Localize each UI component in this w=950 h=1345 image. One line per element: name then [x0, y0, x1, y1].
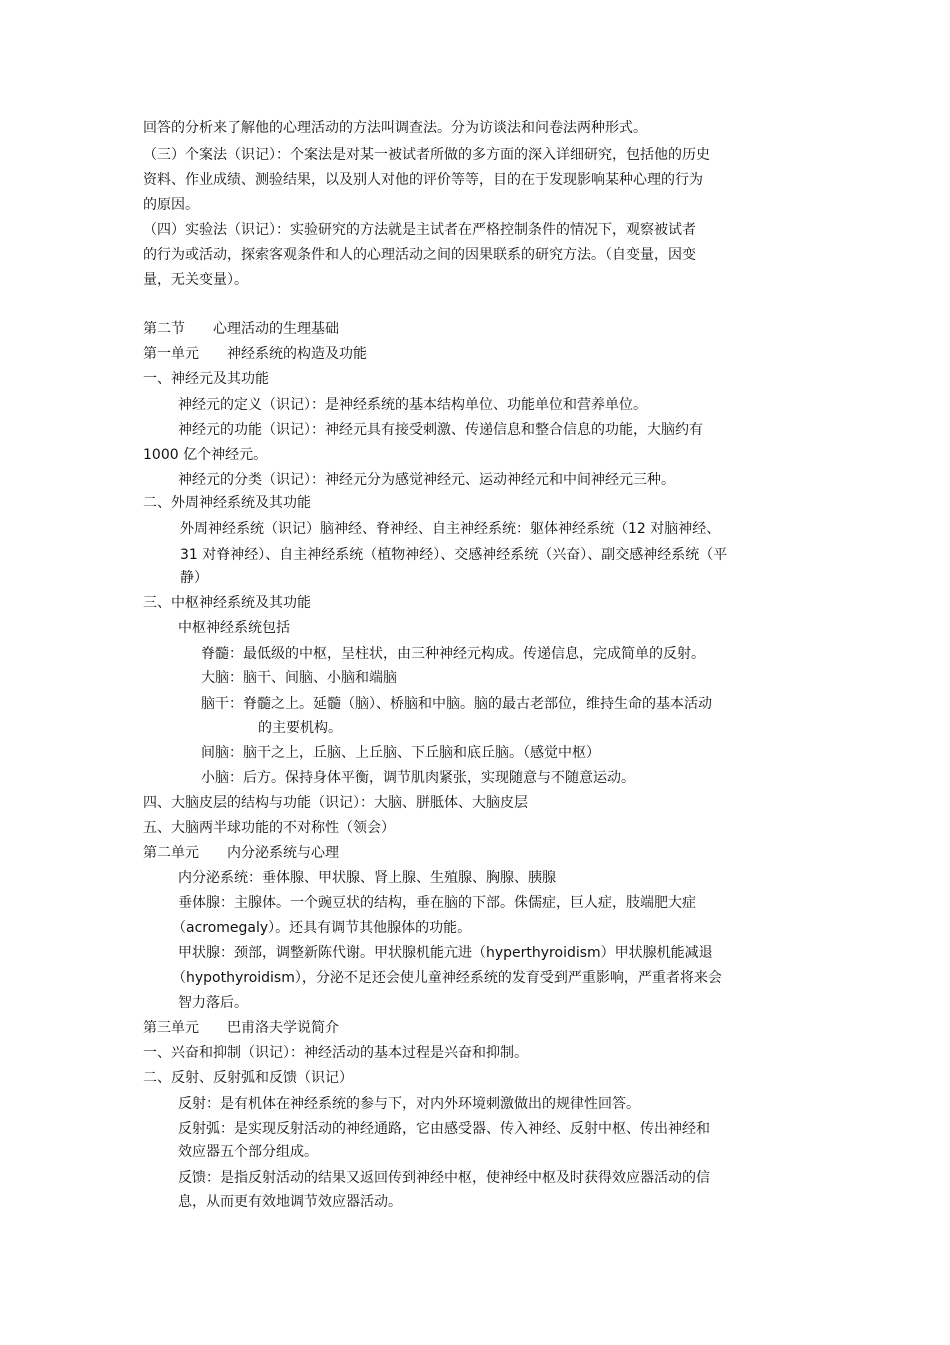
spinal-cord-text: 脊髓：最低级的中枢，呈柱状，由三种神经元构成。传递信息，完成简单的反射。 — [201, 646, 705, 662]
peripheral-line-1: 外周神经系统（识记）脑神经、脊神经、自主神经系统：躯体神经系统（12 对脑神经、 — [180, 521, 721, 537]
case-method-line-1: （三）个案法（识记）：个案法是对某一被试者所做的多方面的深入详细研究，包括他的历史 — [143, 147, 710, 163]
neuron-function-line-2: 1000 亿个神经元。 — [143, 447, 268, 463]
thyroid-line-3: 智力落后。 — [178, 995, 248, 1011]
peripheral-line-3: 静） — [180, 570, 208, 586]
reflex-arc-line-2: 效应器五个部分组成。 — [178, 1144, 318, 1160]
brain-text: 大脑：脑干、间脑、小脑和端脑 — [201, 670, 397, 686]
neuron-function-line-1: 神经元的功能（识记）：神经元具有接受刺激、传递信息和整合信息的功能，大脑约有 — [178, 422, 703, 438]
experiment-method-line-3: 量，无关变量）。 — [143, 272, 248, 288]
section-title: 第二节 心理活动的生理基础 — [143, 321, 339, 337]
reflex-heading: 二、反射、反射弧和反馈（识记） — [143, 1070, 353, 1086]
neuron-heading: 一、神经元及其功能 — [143, 371, 269, 387]
central-intro: 中枢神经系统包括 — [178, 620, 290, 636]
feedback-line-2: 息，从而更有效地调节效应器活动。 — [178, 1194, 402, 1210]
peripheral-line-2: 31 对脊神经）、自主神经系统（植物神经）、交感神经系统（兴奋）、副交感神经系统（平 — [180, 547, 728, 563]
cerebellum-text: 小脑：后方。保持身体平衡，调节肌肉紧张，实现随意与不随意运动。 — [201, 770, 635, 786]
unit-1-title: 第一单元 神经系统的构造及功能 — [143, 346, 367, 362]
pituitary-line-2: （acromegaly）。还具有调节其他腺体的功能。 — [172, 920, 472, 936]
peripheral-heading: 二、外周神经系统及其功能 — [143, 495, 311, 511]
asymmetry-heading: 五、大脑两半球功能的不对称性（领会） — [143, 820, 395, 836]
unit-2-title: 第二单元 内分泌系统与心理 — [143, 845, 339, 861]
neuron-classification: 神经元的分类（识记）：神经元分为感觉神经元、运动神经元和中间神经元三种。 — [178, 472, 675, 488]
brainstem-line-2: 的主要机构。 — [258, 720, 342, 736]
survey-method-text: 回答的分析来了解他的心理活动的方法叫调查法。分为访谈法和问卷法两种形式。 — [143, 120, 647, 136]
endocrine-glands: 内分泌系统：垂体腺、甲状腺、肾上腺、生殖腺、胸腺、胰腺 — [178, 870, 556, 886]
thyroid-line-2: （hypothyroidism），分泌不足还会使儿童神经系统的发育受到严重影响，严重者将来会 — [172, 970, 722, 986]
neuron-definition: 神经元的定义（识记）：是神经系统的基本结构单位、功能单位和营养单位。 — [178, 397, 647, 413]
diencephalon-text: 间脑：脑干之上，丘脑、上丘脑、下丘脑和底丘脑。（感觉中枢） — [201, 745, 600, 761]
unit-3-title: 第三单元 巴甫洛夫学说简介 — [143, 1020, 339, 1036]
experiment-method-line-1: （四）实验法（识记）：实验研究的方法就是主试者在严格控制条件的情况下，观察被试者 — [143, 222, 696, 238]
cortex-heading: 四、大脑皮层的结构与功能（识记）：大脑、胼胝体、大脑皮层 — [143, 795, 528, 811]
case-method-line-3: 的原因。 — [143, 197, 199, 213]
experiment-method-line-2: 的行为或活动，探索客观条件和人的心理活动之间的因果联系的研究方法。（自变量，因变 — [143, 247, 696, 263]
central-heading: 三、中枢神经系统及其功能 — [143, 595, 311, 611]
case-method-line-2: 资料、作业成绩、测验结果，以及别人对他的评价等等，目的在于发现影响某种心理的行为 — [143, 172, 703, 188]
reflex-text: 反射：是有机体在神经系统的参与下，对内外环境刺激做出的规律性回答。 — [178, 1096, 640, 1112]
thyroid-line-1: 甲状腺：颈部，调整新陈代谢。甲状腺机能亢进（hyperthyroidism）甲状腺机能减退 — [178, 945, 713, 961]
excitation-inhibition: 一、兴奋和抑制（识记）：神经活动的基本过程是兴奋和抑制。 — [143, 1045, 528, 1061]
feedback-line-1: 反馈：是指反射活动的结果又返回传到神经中枢，使神经中枢及时获得效应器活动的信 — [178, 1170, 710, 1186]
pituitary-line-1: 垂体腺：主腺体。一个豌豆状的结构，垂在脑的下部。侏儒症，巨人症，肢端肥大症 — [178, 895, 696, 911]
reflex-arc-line-1: 反射弧：是实现反射活动的神经通路，它由感受器、传入神经、反射中枢、传出神经和 — [178, 1121, 710, 1137]
brainstem-line-1: 脑干：脊髓之上。延髓（脑）、桥脑和中脑。脑的最古老部位，维持生命的基本活动 — [201, 696, 712, 712]
